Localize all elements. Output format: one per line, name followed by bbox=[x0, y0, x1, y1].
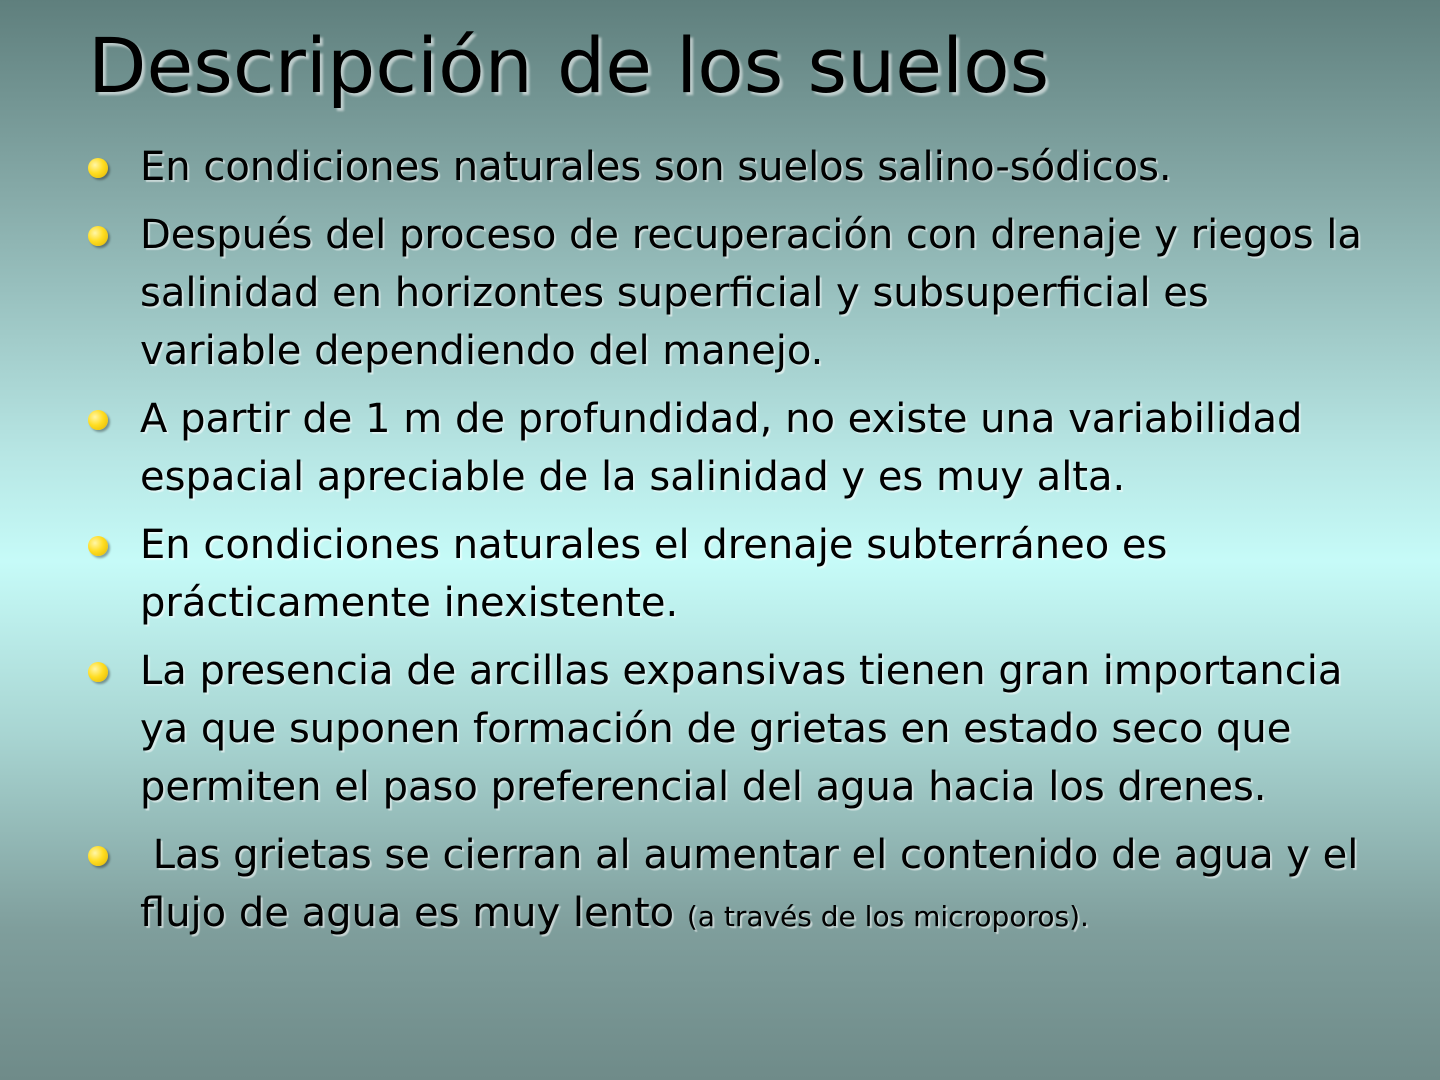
bullet-text: La presencia de arcillas expansivas tienen gran importancia ya que suponen formación de grietas en estado seco que permiten el paso preferencial del agua hacia los drenes. bbox=[140, 648, 1343, 810]
bullet-dot-icon bbox=[88, 158, 108, 178]
bullet-item bbox=[86, 826, 1376, 946]
bullet-dot-icon bbox=[88, 536, 108, 556]
bullet-list bbox=[86, 138, 1376, 956]
bullet-item bbox=[86, 206, 1376, 380]
bullet-note: (a través de los microporos). bbox=[686, 900, 1089, 933]
bullet-item bbox=[86, 642, 1376, 816]
bullet-dot-icon bbox=[88, 226, 108, 246]
bullet-item bbox=[86, 138, 1376, 196]
bullet-text: En condiciones naturales el drenaje subterráneo es prácticamente inexistente. bbox=[140, 522, 1168, 626]
bullet-dot-icon bbox=[88, 846, 108, 866]
bullet-text: Las grietas se cierran al aumentar el contenido de agua y el flujo de agua es muy lento bbox=[140, 832, 1372, 936]
slide-title: Descripción de los suelos bbox=[88, 21, 1050, 110]
bullet-item bbox=[86, 390, 1376, 506]
bullet-text: A partir de 1 m de profundidad, no existe una variabilidad espacial apreciable de la salinidad y es muy alta. bbox=[140, 396, 1303, 500]
bullet-text: En condiciones naturales son suelos salino-sódicos. bbox=[140, 144, 1172, 190]
bullet-text: Después del proceso de recuperación con drenaje y riegos la salinidad en horizontes superficial y subsuperficial es variable dependiendo del manejo. bbox=[140, 212, 1362, 374]
bullet-dot-icon bbox=[88, 410, 108, 430]
bullet-dot-icon bbox=[88, 662, 108, 682]
bullet-item bbox=[86, 516, 1376, 632]
